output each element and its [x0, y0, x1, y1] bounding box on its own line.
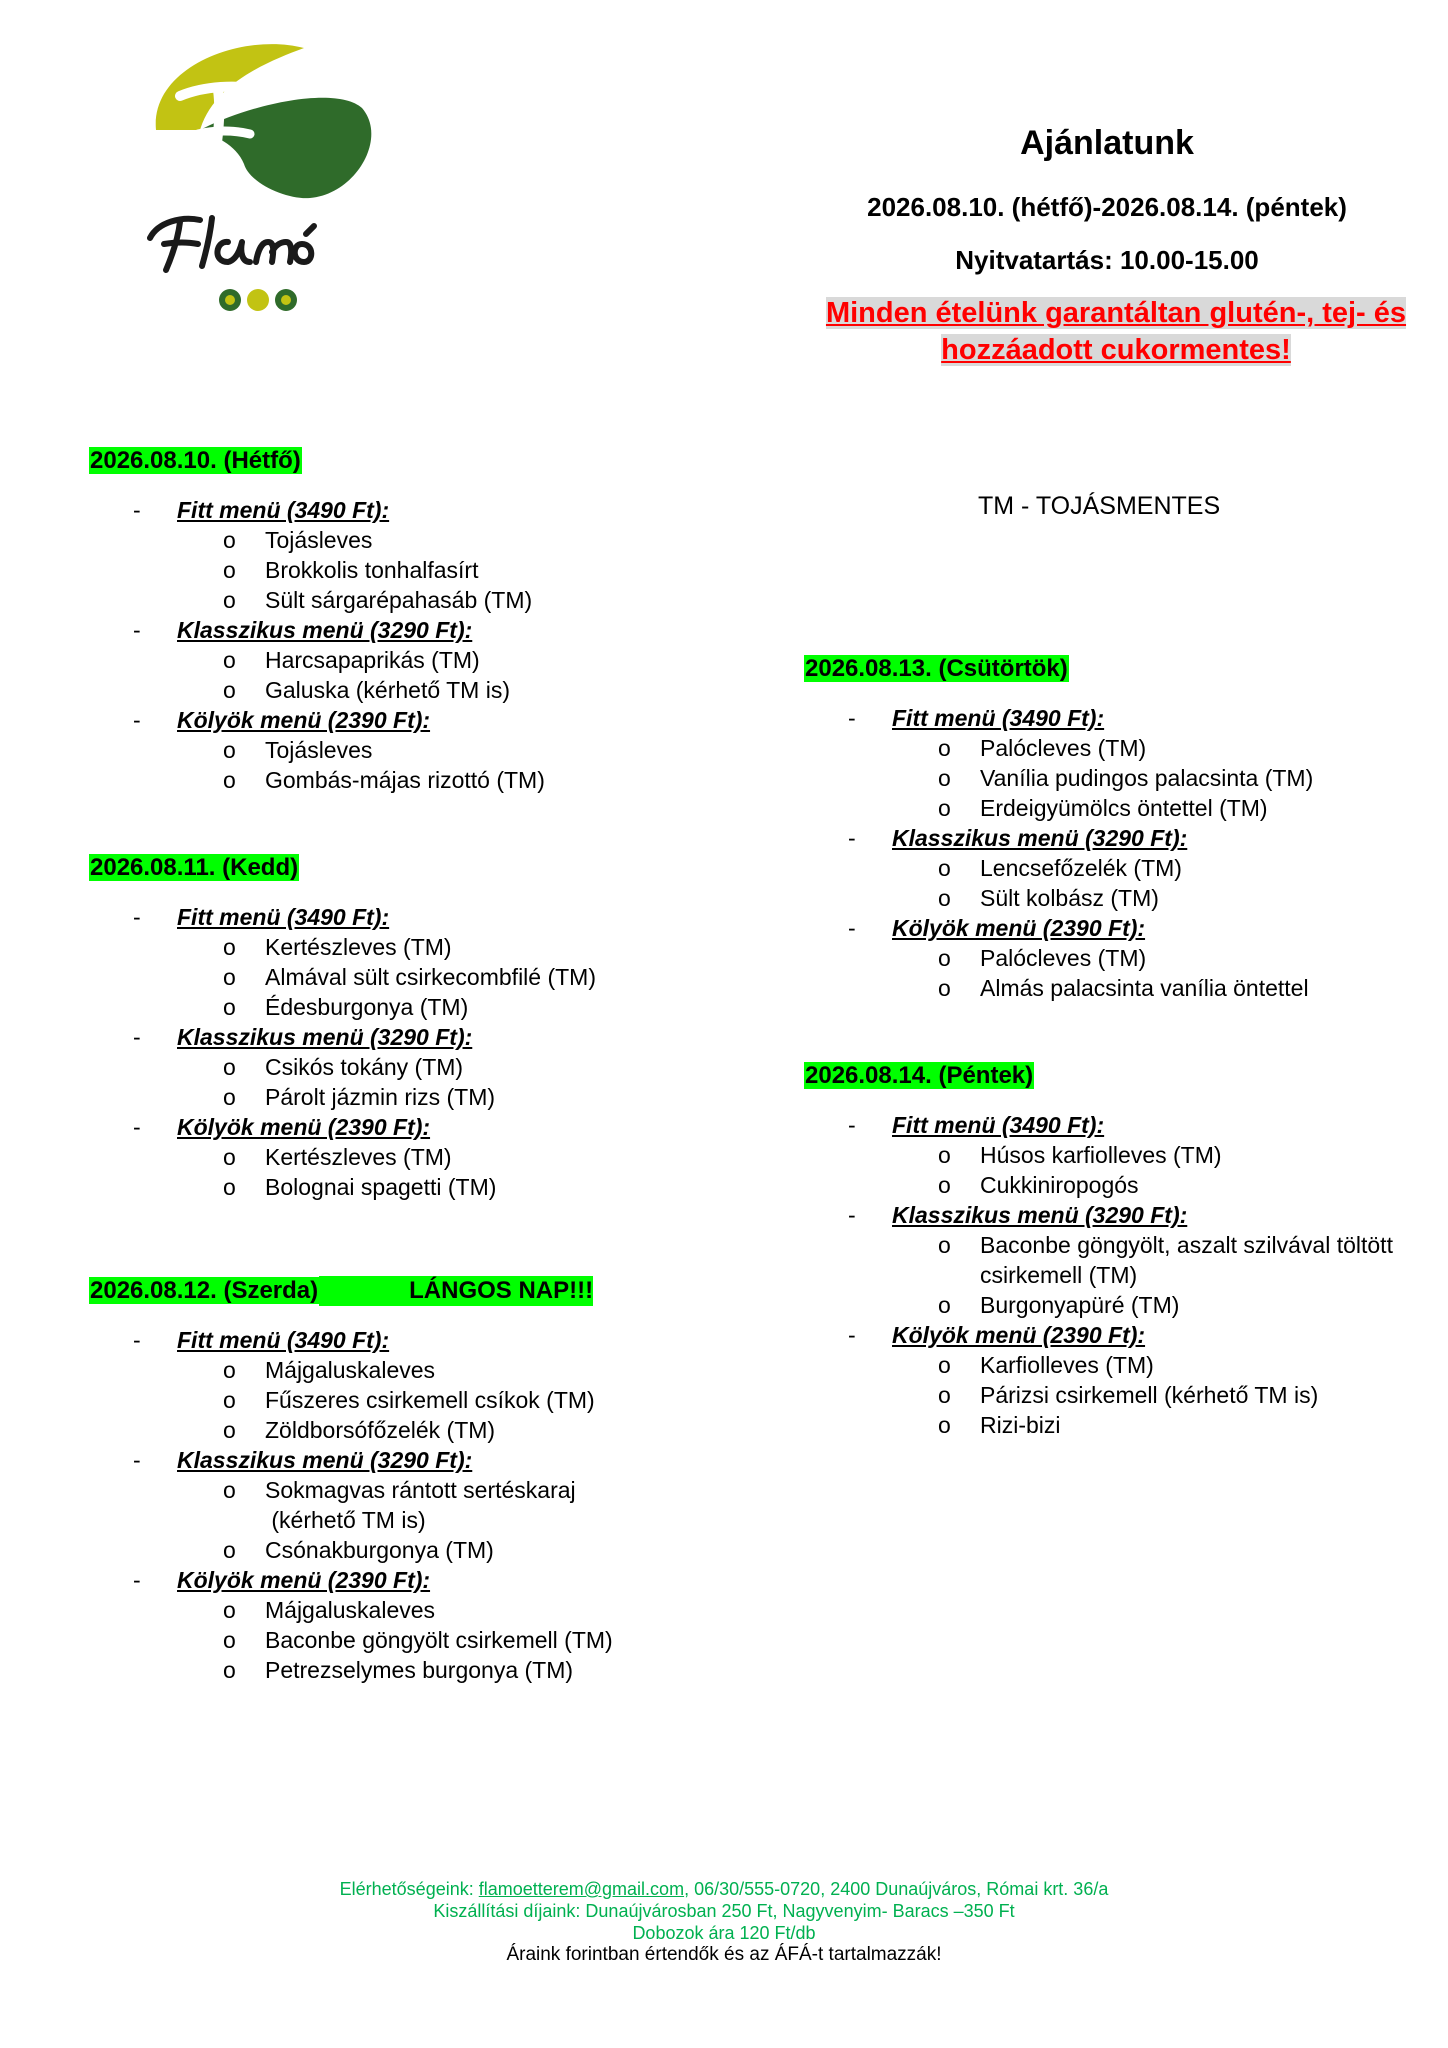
menu-header: [804, 1320, 1434, 1350]
day-label: 2026.08.13. (Csütörtök): [805, 655, 1068, 682]
menu-item: [89, 525, 709, 555]
menu-item: [89, 765, 709, 795]
dash-marker: -: [133, 707, 141, 733]
bullet-icon: o: [223, 1357, 236, 1383]
dietary-notice-line1: Minden ételünk garantáltan glutén-, tej- és: [825, 297, 1407, 329]
menu-header: [89, 1565, 709, 1595]
menu-item-text: Almás palacsinta vanília öntettel: [980, 975, 1309, 1001]
menu-item: [89, 962, 709, 992]
bullet-icon: o: [223, 737, 236, 763]
menu-block: [804, 913, 1434, 1003]
menu-item-text: Sült kolbász (TM): [980, 885, 1159, 911]
menu-item-text: Vanília pudingos palacsinta (TM): [980, 765, 1314, 791]
menu-item: [804, 883, 1434, 913]
menu-header: [89, 615, 709, 645]
dash-marker: -: [133, 904, 141, 930]
menu-item: [804, 1380, 1434, 1410]
menu-item: [89, 1535, 709, 1565]
bullet-icon: o: [223, 1477, 236, 1503]
menu-item: [89, 735, 709, 765]
menu-item-text: Tojásleves: [265, 737, 373, 763]
menu-title: Kölyök menü (2390 Ft):: [177, 707, 431, 733]
bullet-icon: o: [938, 1292, 951, 1318]
menu-title: Kölyök menü (2390 Ft):: [177, 1567, 431, 1593]
menu-item-text: Galuska (kérhető TM is): [265, 677, 510, 703]
menu-item-text: Májgaluskaleves: [265, 1597, 436, 1623]
menu-item-text: Párolt jázmin rizs (TM): [265, 1084, 496, 1110]
menu-item: [89, 1052, 709, 1082]
menu-title: Klasszikus menü (3290 Ft):: [892, 1202, 1188, 1228]
menu-block: [89, 1325, 709, 1445]
day-menus: [89, 1325, 709, 1685]
menu-item: [804, 943, 1434, 973]
menu-block: [89, 1565, 709, 1685]
bullet-icon: o: [223, 527, 236, 553]
bullet-icon: o: [938, 975, 951, 1001]
contact-details: , 06/30/555-0720, 2400 Dunaújváros, Római krt. 36/a: [684, 1879, 1109, 1899]
menu-item-text: Harcsapaprikás (TM): [265, 647, 480, 673]
menu-header: [804, 1200, 1434, 1230]
menu-item-text: Almával sült csirkecombfilé (TM): [265, 964, 596, 990]
footer-boxes: Dobozok ára 120 Ft/db: [632, 1923, 816, 1943]
menu-title: Kölyök menü (2390 Ft):: [177, 1114, 431, 1140]
menu-item: [804, 1140, 1434, 1170]
menu-item-text: Baconbe göngyölt csirkemell (TM): [265, 1627, 613, 1653]
menu-block: [89, 902, 709, 1022]
menu-title: Klasszikus menü (3290 Ft):: [892, 825, 1188, 851]
bullet-icon: o: [938, 765, 951, 791]
menu-header: [804, 703, 1434, 733]
dash-marker: -: [848, 825, 856, 851]
flamo-logo: [142, 38, 378, 314]
bullet-icon: o: [938, 1142, 951, 1168]
menu-block: [804, 1320, 1434, 1440]
bullet-icon: o: [223, 1387, 236, 1413]
menu-item-text: Kertészleves (TM): [265, 934, 452, 960]
menu-block: [804, 1200, 1434, 1320]
menu-item: [804, 1350, 1434, 1380]
day-block-monday: [89, 446, 709, 795]
bullet-icon: o: [223, 964, 236, 990]
menu-title: Klasszikus menü (3290 Ft):: [177, 1024, 473, 1050]
bullet-icon: o: [938, 945, 951, 971]
day-heading: [89, 446, 709, 476]
day-menus: [804, 703, 1434, 1003]
menu-item: [804, 1230, 1434, 1290]
menu-item-text: Csikós tokány (TM): [265, 1054, 464, 1080]
menu-block: [804, 1110, 1434, 1200]
menu-title: Klasszikus menü (3290 Ft):: [177, 617, 473, 643]
bullet-icon: o: [938, 1382, 951, 1408]
bullet-icon: o: [223, 647, 236, 673]
menu-item: [804, 853, 1434, 883]
menu-header: [89, 1445, 709, 1475]
day-block-tuesday: [89, 853, 709, 1202]
dietary-notice: [820, 295, 1412, 369]
bullet-icon: o: [223, 1417, 236, 1443]
menu-item-text: Bolognai spagetti (TM): [265, 1174, 497, 1200]
bullet-icon: o: [938, 885, 951, 911]
menu-item: [804, 1410, 1434, 1440]
bullet-icon: o: [223, 1657, 236, 1683]
menu-item: [89, 645, 709, 675]
bullet-icon: o: [223, 1537, 236, 1563]
menu-block: [89, 615, 709, 705]
dash-marker: -: [133, 1567, 141, 1593]
bullet-icon: o: [938, 855, 951, 881]
menu-item: [89, 1655, 709, 1685]
menu-title: Kölyök menü (2390 Ft):: [892, 1322, 1146, 1348]
bullet-icon: o: [938, 1232, 951, 1258]
bullet-icon: o: [938, 1172, 951, 1198]
day-label: 2026.08.11. (Kedd): [90, 854, 299, 881]
menu-title: Fitt menü (3490 Ft):: [177, 904, 390, 930]
menu-item-text: Palócleves (TM): [980, 735, 1147, 761]
menu-header: [89, 902, 709, 932]
menu-block: [804, 823, 1434, 913]
menu-item: [89, 1415, 709, 1445]
menu-header: [804, 1110, 1434, 1140]
menu-block: [89, 495, 709, 615]
menu-item: [804, 733, 1434, 763]
dash-marker: -: [133, 617, 141, 643]
menu-item: [89, 585, 709, 615]
bullet-icon: o: [938, 795, 951, 821]
footer-contact: [0, 1878, 1448, 1900]
menu-title: Fitt menü (3490 Ft):: [892, 1112, 1105, 1138]
menu-title: Fitt menü (3490 Ft):: [177, 497, 390, 523]
menu-item: [804, 763, 1434, 793]
menu-item-text: Erdeigyümölcs öntettel (TM): [980, 795, 1268, 821]
menu-header: [89, 1325, 709, 1355]
menu-item-text: Csónakburgonya (TM): [265, 1537, 494, 1563]
menu-item: [89, 1475, 709, 1505]
day-label: 2026.08.10. (Hétfő): [90, 447, 301, 474]
menu-item: [89, 1082, 709, 1112]
menu-item-text: Párizsi csirkemell (kérhető TM is): [980, 1382, 1319, 1408]
date-range: 2026.08.10. (hétfő)-2026.08.14. (péntek): [867, 192, 1347, 222]
menu-item-text: Karfiolleves (TM): [980, 1352, 1154, 1378]
menu-item: [89, 1385, 709, 1415]
dash-marker: -: [133, 1327, 141, 1353]
menu-item: [89, 932, 709, 962]
opening-hours: Nyitvatartás: 10.00-15.00: [955, 245, 1259, 275]
menu-title: Fitt menü (3490 Ft):: [892, 705, 1105, 731]
menu-item-text: Édesburgonya (TM): [265, 994, 469, 1020]
dash-marker: -: [848, 1202, 856, 1228]
day-menus: [89, 495, 709, 795]
menu-item-text: Gombás-májas rizottó (TM): [265, 767, 545, 793]
menu-item-text: Rizi-bizi: [980, 1412, 1061, 1438]
email-link[interactable]: flamoetterem@gmail.com: [478, 1879, 685, 1899]
dash-marker: -: [848, 1322, 856, 1348]
page-title: Ajánlatunk: [1020, 124, 1194, 162]
logo-graphic: [142, 38, 378, 314]
menu-item: [804, 793, 1434, 823]
bullet-icon: o: [938, 735, 951, 761]
menu-item-text: Kertészleves (TM): [265, 1144, 452, 1170]
day-label: 2026.08.12. (Szerda): [90, 1277, 319, 1304]
menu-block: [89, 705, 709, 795]
day-block-thursday: [804, 654, 1434, 1003]
bullet-icon: o: [223, 1084, 236, 1110]
menu-header: [804, 913, 1434, 943]
menu-item-text: Petrezselymes burgonya (TM): [265, 1657, 574, 1683]
menu-block: [89, 1445, 709, 1565]
bullet-icon: o: [223, 934, 236, 960]
menu-header: [89, 1022, 709, 1052]
bullet-icon: o: [223, 557, 236, 583]
menu-item: [89, 1172, 709, 1202]
menu-block: [804, 703, 1434, 823]
menu-title: Fitt menü (3490 Ft):: [177, 1327, 390, 1353]
footer: [0, 1878, 1448, 1966]
menu-item-text: Cukkiniropogós: [980, 1172, 1139, 1198]
day-heading: [89, 853, 709, 883]
bullet-icon: o: [938, 1412, 951, 1438]
menu-item-text: Májgaluskaleves: [265, 1357, 436, 1383]
menu-block: [89, 1022, 709, 1112]
bullet-icon: o: [223, 1054, 236, 1080]
day-heading: [804, 1061, 1434, 1091]
menu-item-text: Baconbe göngyölt, aszalt szilvával töltött csirkemell (TM): [980, 1232, 1393, 1288]
day-block-friday: [804, 1061, 1434, 1440]
contact-prefix: Elérhetőségeink:: [339, 1879, 479, 1899]
menu-item-text: Palócleves (TM): [980, 945, 1147, 971]
menu-item: [89, 1625, 709, 1655]
menu-item-continuation: [89, 1505, 709, 1535]
bullet-icon: o: [223, 1144, 236, 1170]
menu-item: [804, 1290, 1434, 1320]
day-heading: [89, 1276, 709, 1306]
bullet-icon: o: [223, 677, 236, 703]
dash-marker: -: [133, 1447, 141, 1473]
menu-item: [89, 555, 709, 585]
bullet-icon: o: [938, 1352, 951, 1378]
bullet-icon: o: [223, 587, 236, 613]
dash-marker: -: [848, 705, 856, 731]
bullet-icon: o: [223, 1174, 236, 1200]
menu-header: [89, 495, 709, 525]
menu-item-text: Brokkolis tonhalfasírt: [265, 557, 479, 583]
menu-item: [89, 992, 709, 1022]
menu-item-text: Burgonyapüré (TM): [980, 1292, 1180, 1318]
menu-item: [804, 973, 1434, 1003]
dash-marker: -: [133, 1114, 141, 1140]
menu-item: [89, 1355, 709, 1385]
menu-item-text: (kérhető TM is): [265, 1507, 426, 1533]
menu-title: Kölyök menü (2390 Ft):: [892, 915, 1146, 941]
footer-delivery: Kiszállítási díjaink: Dunaújvárosban 250 Ft, Nagyvenyim- Baracs –350 Ft: [433, 1901, 1015, 1921]
day-heading: [804, 654, 1434, 684]
menu-item-text: Tojásleves: [265, 527, 373, 553]
menu-title: Klasszikus menü (3290 Ft):: [177, 1447, 473, 1473]
bullet-icon: o: [223, 767, 236, 793]
footer-vat-note: Áraink forintban értendők és az ÁFÁ-t tartalmazzák!: [506, 1944, 942, 1965]
langos-day-banner: LÁNGOS NAP!!!: [319, 1276, 593, 1306]
menu-item-text: Fűszeres csirkemell csíkok (TM): [265, 1387, 595, 1413]
menu-header: [804, 823, 1434, 853]
menu-block: [89, 1112, 709, 1202]
dietary-notice-line2: hozzáadott cukormentes!: [941, 334, 1291, 366]
dash-marker: -: [133, 497, 141, 523]
dash-marker: -: [848, 1112, 856, 1138]
tm-legend: TM - TOJÁSMENTES: [978, 492, 1221, 520]
menu-item-text: Sült sárgarépahasáb (TM): [265, 587, 533, 613]
bullet-icon: o: [223, 994, 236, 1020]
menu-header: [89, 705, 709, 735]
menu-item-text: Sokmagvas rántott sertéskaraj: [265, 1477, 576, 1503]
dash-marker: -: [133, 1024, 141, 1050]
bullet-icon: o: [223, 1627, 236, 1653]
day-block-wednesday: [89, 1276, 709, 1685]
menu-item: [804, 1170, 1434, 1200]
menu-item-text: Lencsefőzelék (TM): [980, 855, 1182, 881]
day-label: 2026.08.14. (Péntek): [805, 1062, 1034, 1089]
menu-item-text: Zöldborsófőzelék (TM): [265, 1417, 496, 1443]
menu-item-text: Húsos karfiolleves (TM): [980, 1142, 1222, 1168]
day-menus: [804, 1110, 1434, 1440]
dash-marker: -: [848, 915, 856, 941]
menu-item: [89, 1595, 709, 1625]
day-menus: [89, 902, 709, 1202]
menu-item: [89, 675, 709, 705]
bullet-icon: o: [223, 1597, 236, 1623]
menu-item: [89, 1142, 709, 1172]
menu-header: [89, 1112, 709, 1142]
